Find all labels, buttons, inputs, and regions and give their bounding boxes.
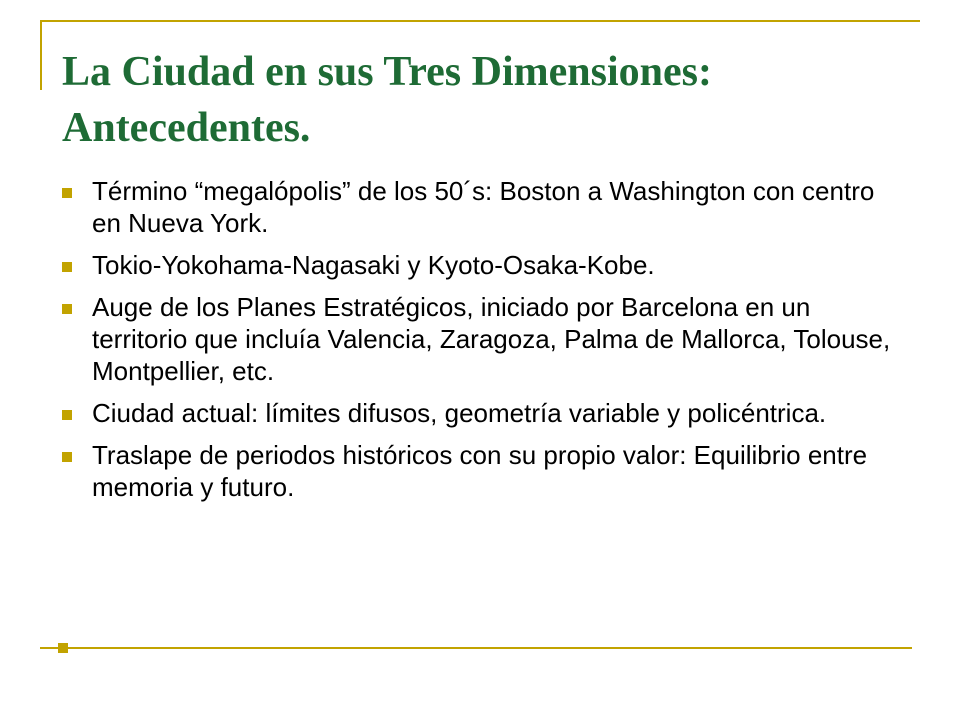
- bullet-item: [62, 291, 902, 387]
- square-bullet-icon: [62, 188, 72, 198]
- bullet-text: Traslape de periodos históricos con su propio valor: Equilibrio entre memoria y futuro.: [92, 440, 868, 502]
- bullet-text: Término “megalópolis” de los 50´s: Boston a Washington con centro en Nueva York.: [92, 176, 875, 238]
- square-bullet-icon: [62, 304, 72, 314]
- bullet-text: Auge de los Planes Estratégicos, iniciado por Barcelona en un territorio que incluía Valencia, Zaragoza, Palma de Mallorca, Tolouse, Montpellier, etc.: [92, 292, 891, 386]
- bullet-item: [62, 175, 902, 239]
- square-bullet-icon: [58, 643, 68, 653]
- bottom-rule: [40, 647, 912, 649]
- bullet-list: [62, 175, 902, 513]
- bullet-text: Tokio-Yokohama-Nagasaki y Kyoto-Osaka-Kobe.: [92, 250, 655, 280]
- bullet-text: Ciudad actual: límites difusos, geometría variable y policéntrica.: [92, 398, 827, 428]
- square-bullet-icon: [62, 262, 72, 272]
- bullet-item: [62, 439, 902, 503]
- top-rule: [40, 20, 920, 22]
- square-bullet-icon: [62, 452, 72, 462]
- left-rule: [40, 20, 42, 90]
- slide-title: La Ciudad en sus Tres Dimensiones: Antecedentes.: [62, 49, 712, 151]
- square-bullet-icon: [62, 410, 72, 420]
- bullet-item: [62, 249, 902, 281]
- bullet-item: [62, 397, 902, 429]
